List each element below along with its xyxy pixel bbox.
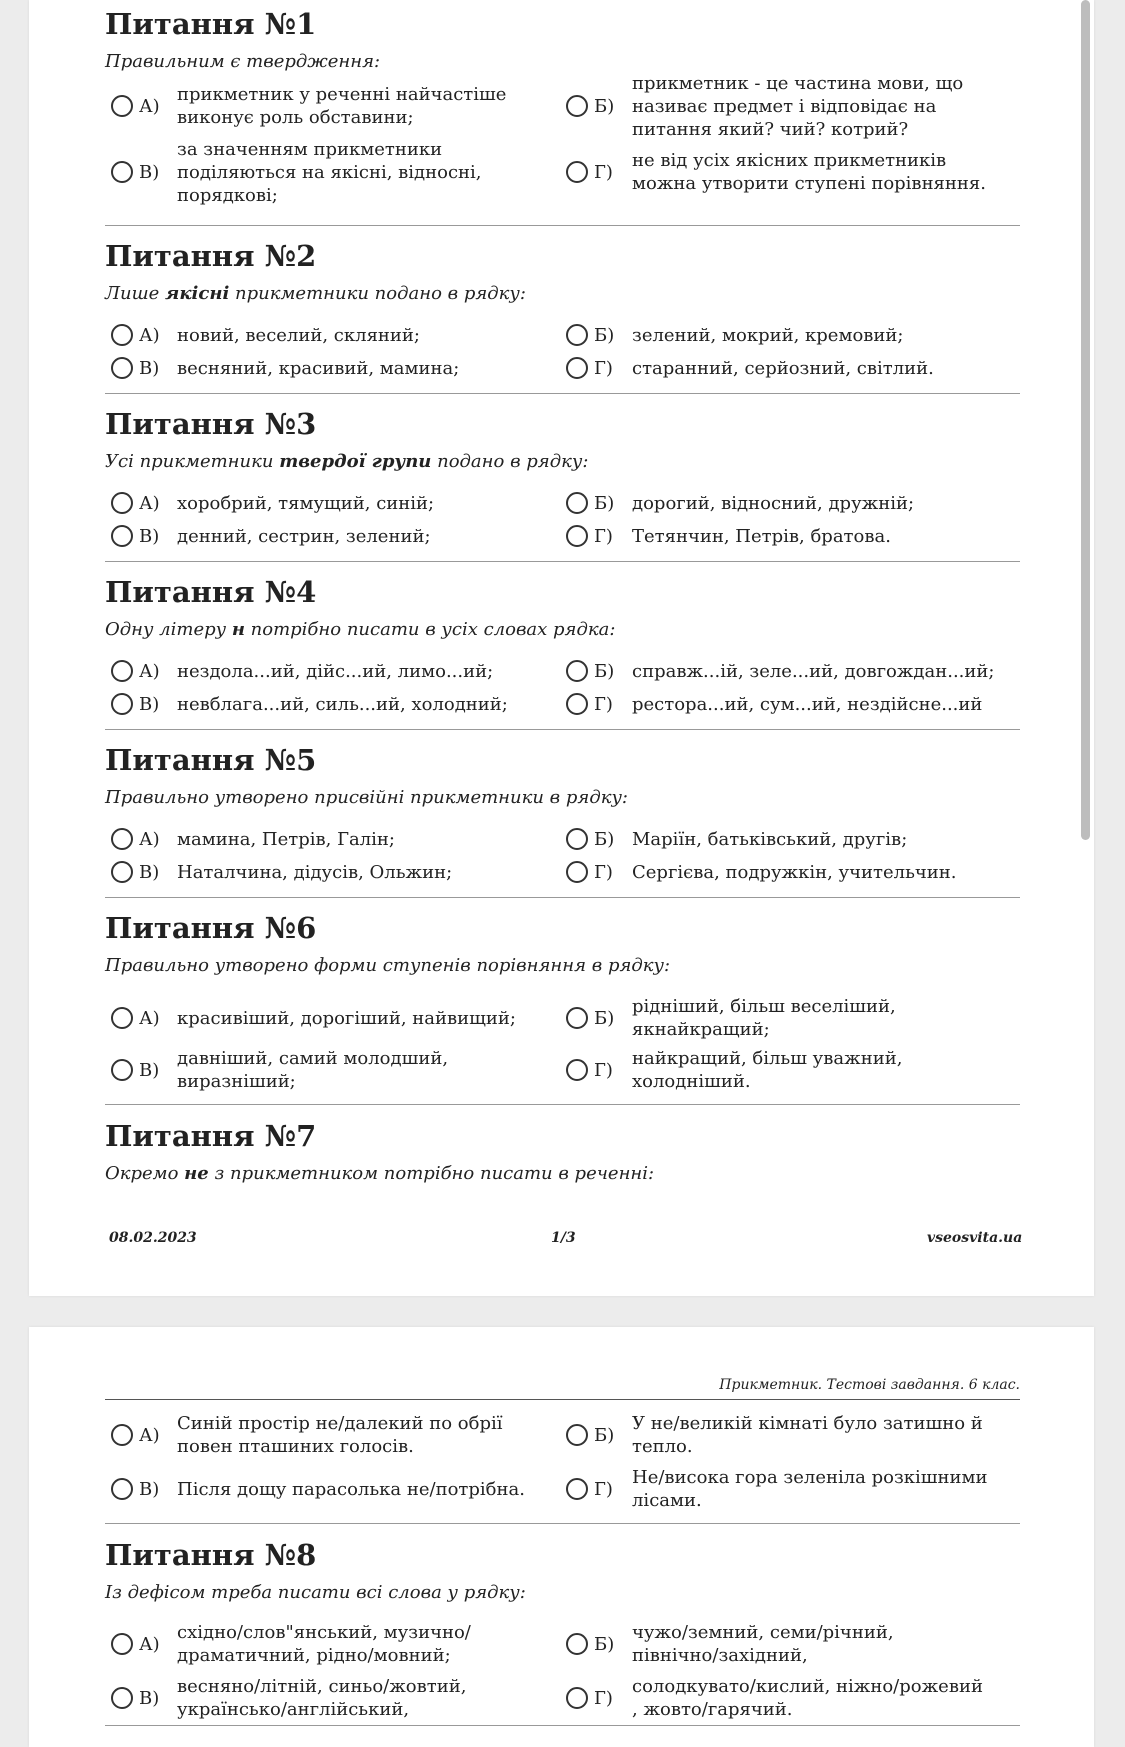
radio-button[interactable] bbox=[111, 1424, 133, 1446]
option-letter: Г) bbox=[594, 161, 613, 183]
option-letter: Б) bbox=[594, 324, 615, 346]
option-letter: В) bbox=[139, 1059, 160, 1081]
option-letter: А) bbox=[139, 660, 160, 682]
radio-button[interactable] bbox=[566, 492, 588, 514]
question-title: Питання №8 bbox=[105, 1538, 317, 1572]
footer-date: 08.02.2023 bbox=[109, 1230, 197, 1246]
option-letter: Г) bbox=[594, 1478, 613, 1500]
divider bbox=[105, 561, 1020, 562]
footer-site: vseosvita.ua bbox=[927, 1230, 1023, 1246]
option-letter: В) bbox=[139, 525, 160, 547]
radio-button[interactable] bbox=[111, 861, 133, 883]
radio-button[interactable] bbox=[111, 828, 133, 850]
radio-button[interactable] bbox=[566, 1687, 588, 1709]
option-text: Тетянчин, Петрів, братова. bbox=[632, 525, 891, 547]
option-text: Наталчина, дідусів, Ольжин; bbox=[177, 861, 453, 883]
option-letter: В) bbox=[139, 693, 160, 715]
option-letter: Б) bbox=[594, 828, 615, 850]
radio-button[interactable] bbox=[111, 492, 133, 514]
option-letter: Б) bbox=[594, 1633, 615, 1655]
option-letter: В) bbox=[139, 861, 160, 883]
option-letter: Б) bbox=[594, 1007, 615, 1029]
option-letter: В) bbox=[139, 357, 160, 379]
option-letter: В) bbox=[139, 1478, 160, 1500]
radio-button[interactable] bbox=[111, 1478, 133, 1500]
option-text: Синій простір не/далекий по обрії повен пташиних голосів. bbox=[177, 1413, 503, 1457]
question-prompt: Одну літеру н потрібно писати в усіх словах рядка: bbox=[105, 619, 616, 640]
option-letter: Г) bbox=[594, 525, 613, 547]
radio-button[interactable] bbox=[566, 693, 588, 715]
page-header: Прикметник. Тестові завдання. 6 клас. bbox=[719, 1377, 1020, 1393]
option-letter: Г) bbox=[594, 861, 613, 883]
option-letter: В) bbox=[139, 161, 160, 183]
radio-button[interactable] bbox=[566, 161, 588, 183]
radio-button[interactable] bbox=[566, 1059, 588, 1081]
divider bbox=[105, 225, 1020, 226]
divider bbox=[105, 393, 1020, 394]
option-text: весняний, красивий, мамина; bbox=[177, 357, 460, 379]
footer-page-number: 1/3 bbox=[551, 1230, 576, 1246]
option-text: східно/слов"янський, музично/драматичний, рідно/мовний; bbox=[177, 1622, 471, 1666]
option-letter: А) bbox=[139, 1424, 160, 1446]
option-letter: Г) bbox=[594, 693, 613, 715]
page-2 bbox=[29, 1327, 1094, 1747]
option-text: невблага...ий, силь...ий, холодний; bbox=[177, 693, 508, 715]
option-letter: В) bbox=[139, 1687, 160, 1709]
radio-button[interactable] bbox=[566, 1478, 588, 1500]
radio-button[interactable] bbox=[111, 693, 133, 715]
divider bbox=[105, 1725, 1020, 1726]
question-title: Питання №6 bbox=[105, 911, 317, 945]
option-text: У не/великій кімнаті було затишно й тепло. bbox=[632, 1413, 983, 1457]
divider bbox=[105, 1523, 1020, 1524]
question-prompt: Правильно утворено форми ступенів порівняння в рядку: bbox=[105, 955, 671, 976]
option-text: давніший, самий молодший, виразніший; bbox=[177, 1048, 449, 1092]
radio-button[interactable] bbox=[111, 1687, 133, 1709]
option-text: старанний, серйозний, світлий. bbox=[632, 357, 934, 379]
option-text: дорогий, відносний, дружній; bbox=[632, 492, 915, 514]
radio-button[interactable] bbox=[111, 660, 133, 682]
radio-button[interactable] bbox=[566, 525, 588, 547]
question-title: Питання №7 bbox=[105, 1119, 317, 1153]
scrollbar[interactable] bbox=[1081, 0, 1090, 840]
option-letter: Б) bbox=[594, 1424, 615, 1446]
option-text: не від усіх якісних прикметників можна утворити ступені порівняння. bbox=[632, 150, 986, 194]
radio-button[interactable] bbox=[566, 660, 588, 682]
radio-button[interactable] bbox=[566, 1007, 588, 1029]
question-title: Питання №5 bbox=[105, 743, 317, 777]
question-title: Питання №4 bbox=[105, 575, 317, 609]
radio-button[interactable] bbox=[566, 828, 588, 850]
option-letter: А) bbox=[139, 492, 160, 514]
option-text: рідніший, більш веселіший, якнайкращий; bbox=[632, 996, 896, 1040]
option-letter: А) bbox=[139, 1633, 160, 1655]
option-text: хоробрий, тямущий, синій; bbox=[177, 492, 435, 514]
option-text: зелений, мокрий, кремовий; bbox=[632, 324, 904, 346]
option-text: весняно/літній, синьо/жовтий, українсько/англійський, bbox=[177, 1676, 467, 1720]
radio-button[interactable] bbox=[111, 1007, 133, 1029]
option-letter: А) bbox=[139, 1007, 160, 1029]
radio-button[interactable] bbox=[111, 1633, 133, 1655]
option-letter: А) bbox=[139, 324, 160, 346]
question-title: Питання №1 bbox=[105, 7, 317, 41]
option-text: красивіший, дорогіший, найвищий; bbox=[177, 1007, 516, 1029]
option-text: найкращий, більш уважний, холодніший. bbox=[632, 1048, 903, 1092]
radio-button[interactable] bbox=[111, 357, 133, 379]
option-letter: Б) bbox=[594, 492, 615, 514]
question-prompt: Окремо не з прикметником потрібно писати в реченні: bbox=[105, 1163, 655, 1184]
radio-button[interactable] bbox=[111, 525, 133, 547]
option-text: Не/висока гора зеленіла розкішними лісами. bbox=[632, 1467, 988, 1511]
option-letter: Г) bbox=[594, 357, 613, 379]
radio-button[interactable] bbox=[111, 1059, 133, 1081]
question-title: Питання №3 bbox=[105, 407, 317, 441]
page-1 bbox=[29, 0, 1094, 1296]
option-letter: Б) bbox=[594, 95, 615, 117]
question-prompt: Усі прикметники твердої групи подано в рядку: bbox=[105, 451, 589, 472]
radio-button[interactable] bbox=[566, 861, 588, 883]
option-text: за значенням прикметники поділяються на якісні, відносні, порядкові; bbox=[177, 138, 482, 206]
option-text: справж...ій, зеле...ий, довгождан...ий; bbox=[632, 660, 995, 682]
radio-button[interactable] bbox=[111, 95, 133, 117]
radio-button[interactable] bbox=[111, 324, 133, 346]
divider bbox=[105, 897, 1020, 898]
option-text: Після дощу парасолька не/потрібна. bbox=[177, 1478, 525, 1500]
divider bbox=[105, 729, 1020, 730]
option-text: рестора...ий, сум...ий, нездійсне...ий bbox=[632, 693, 983, 715]
option-text: Маріїн, батьківський, другів; bbox=[632, 828, 908, 850]
option-letter: Г) bbox=[594, 1687, 613, 1709]
radio-button[interactable] bbox=[566, 1633, 588, 1655]
question-prompt: Лише якісні прикметники подано в рядку: bbox=[105, 283, 526, 304]
option-text: прикметник - це частина мови, що називає предмет і відповідає на питання який? чий? котрий? bbox=[632, 72, 964, 140]
radio-button[interactable] bbox=[566, 357, 588, 379]
option-letter: А) bbox=[139, 828, 160, 850]
question-prompt: Правильно утворено присвійні прикметники в рядку: bbox=[105, 787, 628, 808]
radio-button[interactable] bbox=[566, 1424, 588, 1446]
radio-button[interactable] bbox=[566, 95, 588, 117]
header-divider bbox=[105, 1399, 1020, 1400]
question-title: Питання №2 bbox=[105, 239, 317, 273]
option-letter: Г) bbox=[594, 1059, 613, 1081]
option-text: чужо/земний, семи/річний, північно/західний, bbox=[632, 1622, 894, 1666]
radio-button[interactable] bbox=[566, 324, 588, 346]
question-prompt: Правильним є твердження: bbox=[105, 51, 381, 72]
option-text: новий, веселий, скляний; bbox=[177, 324, 420, 346]
option-text: солодкувато/кислий, ніжно/рожевий , жовто/гарячий. bbox=[632, 1676, 983, 1720]
option-letter: А) bbox=[139, 95, 160, 117]
option-letter: Б) bbox=[594, 660, 615, 682]
radio-button[interactable] bbox=[111, 161, 133, 183]
divider bbox=[105, 1104, 1020, 1105]
option-text: нездола...ий, дійс...ий, лимо...ий; bbox=[177, 660, 494, 682]
option-text: мамина, Петрів, Галін; bbox=[177, 828, 395, 850]
option-text: прикметник у реченні найчастіше виконує роль обставини; bbox=[177, 84, 507, 128]
question-prompt: Із дефісом треба писати всі слова у рядку: bbox=[105, 1582, 526, 1603]
option-text: Сергієва, подружкін, учительчин. bbox=[632, 861, 957, 883]
option-text: денний, сестрин, зелений; bbox=[177, 525, 431, 547]
